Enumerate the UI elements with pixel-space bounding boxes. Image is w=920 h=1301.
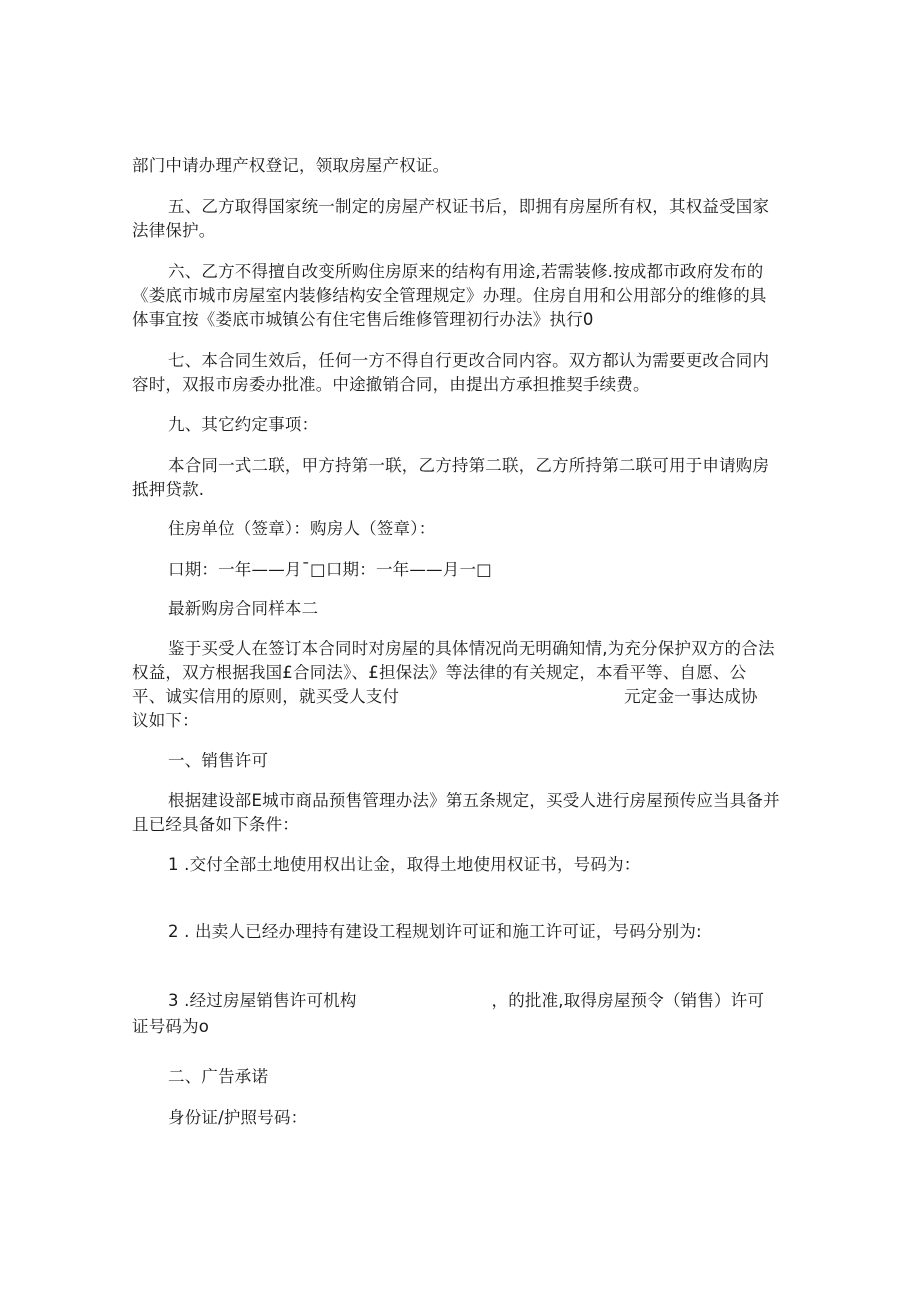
list-item: 2 . 出卖人已经办理持有建设工程规划许可证和施工许可证，号码分别为:: [168, 922, 702, 941]
list-item-continuation: 证号码为o: [132, 1017, 210, 1036]
paragraph-line: 九、其它约定事项：: [168, 415, 319, 434]
text-segment: 3 .经过房屋销售许可机构: [168, 991, 357, 1010]
paragraph-line: 五、乙方取得国家统一制定的房屋产权证书后，即拥有房屋所有权，其权益受国家: [168, 197, 770, 216]
list-item: [168, 990, 764, 1012]
paragraph-line: 容时，双报市房委办批准。中途撤销合同，由提出方承担推契手续费。: [132, 375, 650, 394]
paragraph-line: 《娄底市城市房屋室内装修结构安全管理规定》办理。住房自用和公用部分的维修的具: [132, 286, 767, 305]
paragraph-line: [132, 686, 758, 708]
section-heading: 二、广告承诺: [168, 1067, 269, 1086]
text-segment: 元定金一事达成协: [624, 687, 758, 706]
paragraph-line: 六、乙方不得擅自改变所购住房原来的结构有用途,若需装修.按成都市政府发布的: [168, 262, 764, 281]
paragraph-line: 根据建设部E城市商品预售管理办法》第五条规定，买受人进行房屋预传应当具备并: [168, 791, 780, 810]
paragraph-line: 抵押贷款.: [132, 480, 205, 499]
paragraph-line: 部门中请办理产权登记，领取房屋产权证。: [132, 156, 450, 175]
text-segment: ，的批准,取得房屋预令（销售）许可: [491, 991, 765, 1010]
field-label: 身份证/护照号码：: [168, 1108, 308, 1127]
section-heading: 一、销售许可: [168, 751, 269, 770]
signature-line: 住房单位（签章）：购房人（签章）：: [168, 519, 436, 538]
section-title: 最新购房合同样本二: [168, 599, 319, 618]
paragraph-line: 且已经具备如下条件：: [132, 815, 299, 834]
paragraph-line: 七、本合同生效后，任何一方不得自行更改合同内容。双方都认为需要更改合同内: [168, 351, 770, 370]
paragraph-line: 本合同一式二联，甲方持第一联，乙方持第二联，乙方所持第二联可用于申请购房: [168, 456, 770, 475]
text-segment: 平、诚实信用的原则，就买受人支付: [132, 687, 400, 706]
paragraph-line: 鉴于买受人在签订本合同时对房屋的具体情况尚无明确知情,为充分保护双方的合法: [168, 639, 775, 658]
paragraph-line: 权益，双方根据我国£合同法》、£担保法》等法律的有关规定，本看平等、自愿、公: [132, 663, 747, 682]
date-line: 口期：一年——月¯□口期：一年——月一□: [168, 560, 492, 579]
paragraph-line: 议如下：: [132, 711, 199, 730]
paragraph-line: 体事宜按《娄底市城镇公有住宅售后维修管理初行办法》执行0: [132, 310, 594, 329]
paragraph-line: 法律保护。: [132, 221, 216, 240]
list-item: 1 .交付全部土地使用权出让金，取得土地使用权证书，号码为：: [168, 855, 641, 874]
